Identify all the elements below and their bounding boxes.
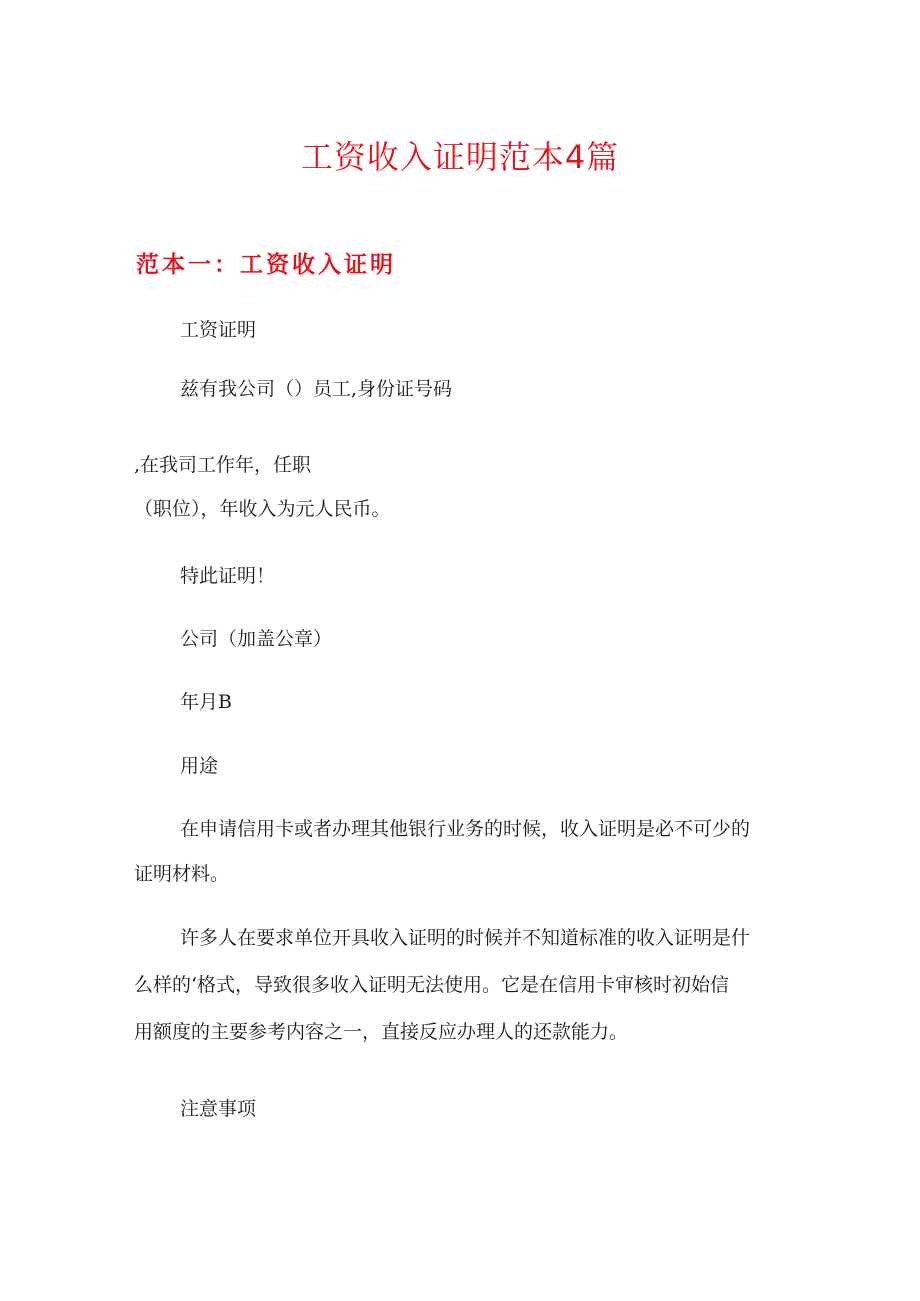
paragraph-position-income-line: （职位），年收入为元人民币。 — [134, 498, 391, 520]
paragraph-date-line: 年月B — [180, 691, 232, 713]
paragraph-usage-heading: 用途 — [180, 755, 219, 777]
paragraph-usage-body-1: 在申请信用卡或者办理其他银行业务的时候，收入证明是必不可少的 — [180, 818, 751, 840]
paragraph-format-body-2: 么样的‘格式，导致很多收入证明无法使用。它是在信用卡审核时初始信 — [134, 974, 730, 996]
document-title: 工资收入证明范本4篇 — [300, 138, 620, 176]
paragraph-company-seal: 公司（加盖公章） — [180, 628, 333, 650]
paragraph-salary-certificate-title: 工资证明 — [180, 319, 257, 341]
section-heading: 范本一：工资收入证明 — [136, 251, 396, 278]
paragraph-tenure-line: ,在我司工作年，任职 — [134, 454, 312, 476]
paragraph-format-body-1: 许多人在要求单位开具收入证明的时候并不知道标准的收入证明是什 — [180, 927, 751, 949]
paragraph-usage-body-2: 证明材料。 — [134, 863, 230, 885]
paragraph-employee-id-line: 兹有我公司（）员工,身份证号码 — [180, 378, 453, 400]
paragraph-hereby-certify: 特此证明！ — [180, 565, 276, 587]
paragraph-format-body-3: 用额度的主要参考内容之一，直接反应办理人的还款能力。 — [134, 1021, 629, 1043]
paragraph-notes-heading: 注意事项 — [180, 1098, 257, 1120]
